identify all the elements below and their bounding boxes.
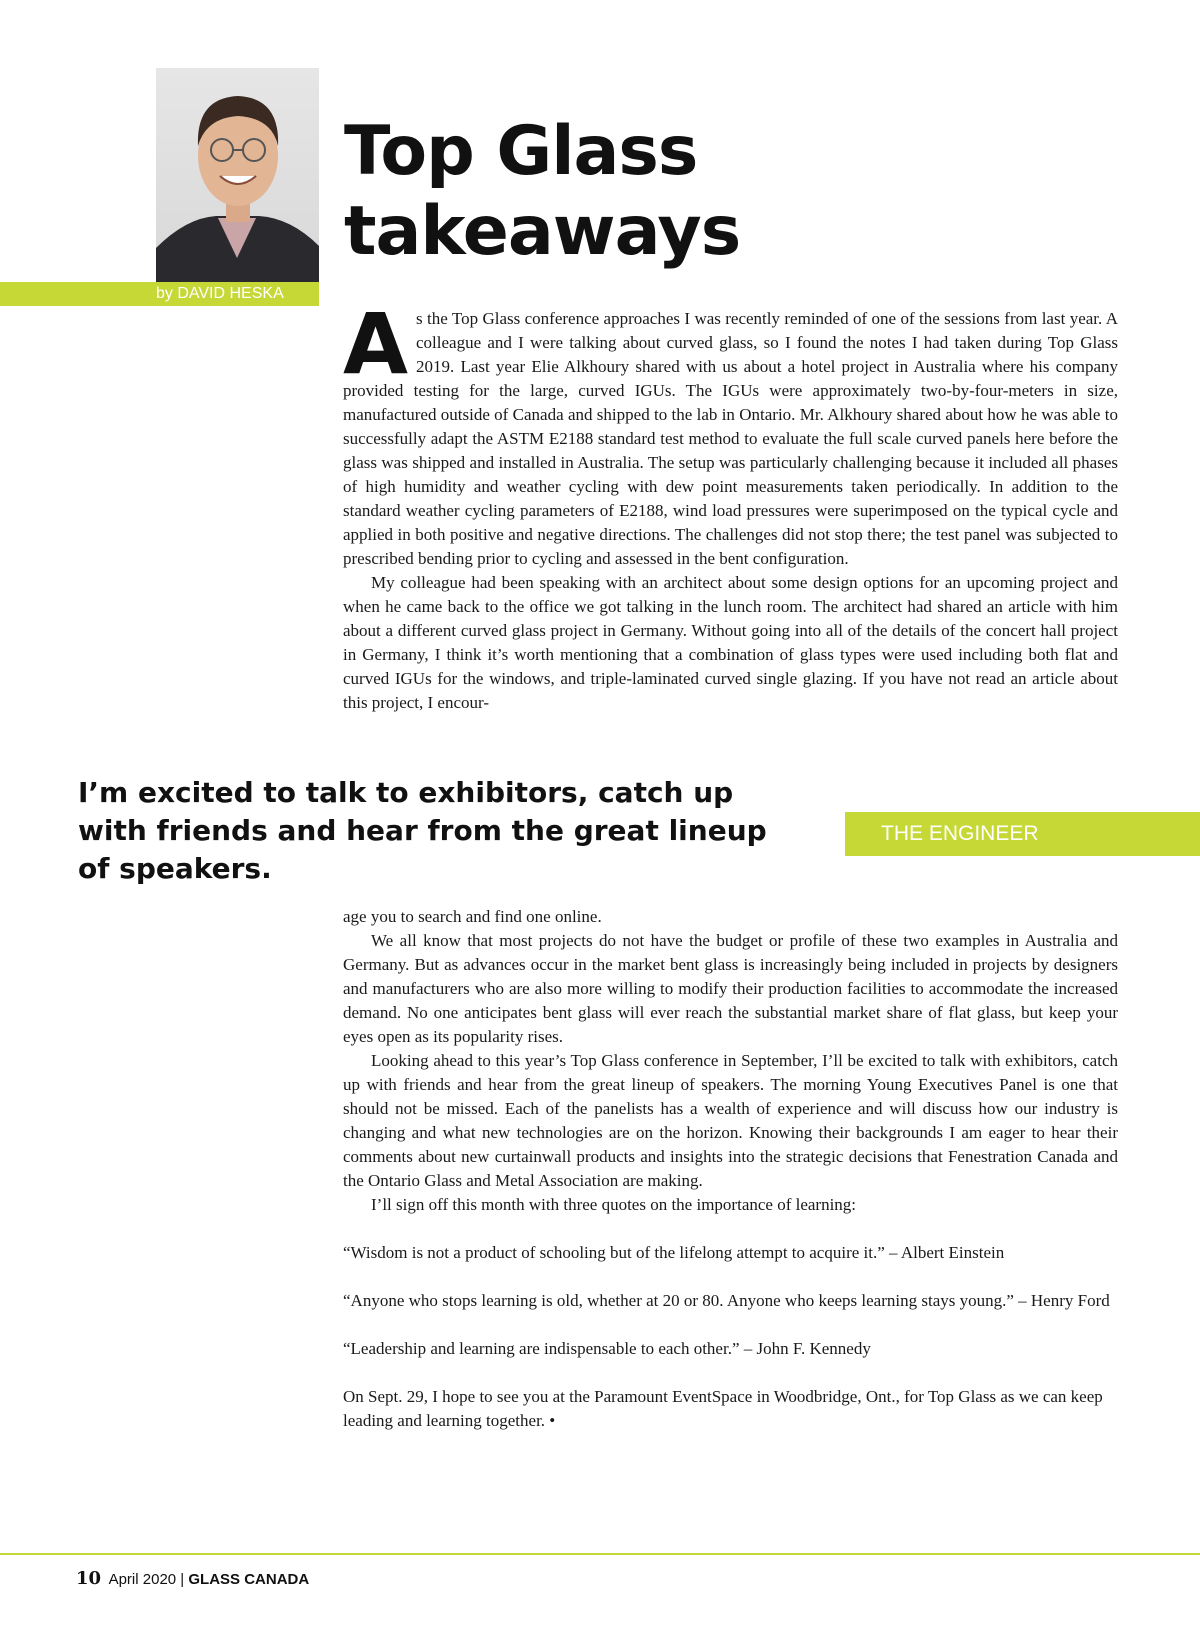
paragraph-2-continued: age you to search and find one online. [343, 907, 602, 926]
quote-ford: “Anyone who stops learning is old, whether at 20 or 80. Anyone who keeps learning stays young.” – Henry Ford [343, 1291, 1110, 1310]
quote-einstein: “Wisdom is not a product of schooling but of the lifelong attempt to acquire it.” – Albert Einstein [343, 1243, 1005, 1262]
page-footer [76, 1568, 309, 1589]
footer-separator: | [180, 1571, 185, 1588]
title-line-1: Top Glass [344, 112, 698, 191]
paragraph-4: Looking ahead to this year’s Top Glass conference in September, I’ll be excited to talk with exhibitors, catch up with friends and hear from the great lineup of speakers. The morning Young Executives Panel is one that should not be missed. Each of the panelists has a wealth of experience and will discuss how our industry is changing and what new technologies are on the horizon. Knowing their backgrounds I am eager to hear their comments about new curtainwall products and insights into the strategic decisions that Fenestration Canada and the Ontario Glass and Metal Association are making. [343, 1051, 1118, 1190]
article-title [344, 112, 844, 272]
magazine-name: GLASS CANADA [188, 1571, 310, 1588]
paragraph-3: We all know that most projects do not have the budget or profile of these two examples in Australia and Germany. But as advances occur in the market bent glass is increasingly being included in projects by designers and manufacturers who are also more willing to modify their production facilities to accommodate the increased demand. No one anticipates bent glass will ever reach the substantial market share of flat glass, but keep your eyes open as its popularity rises. [343, 931, 1118, 1046]
paragraph-2: My colleague had been speaking with an architect about some design options for an upcoming project and when he came back to the office we got talking in the lunch room. The architect had shared an article with him about a different curved glass project in Germany. Without going into all of the details of the concert hall project in Germany, I think it’s worth mentioning that a combination of glass types were used including both flat and curved IGUs for the windows, and triple-laminated curved single glazing. If you have not read an article about this project, I encour- [343, 573, 1118, 712]
author-portrait-icon [156, 68, 319, 282]
quote-kennedy: “Leadership and learning are indispensable to each other.” – John F. Kennedy [343, 1339, 871, 1358]
author-photo [156, 68, 319, 282]
section-tag: THE ENGINEER [845, 812, 1200, 856]
drop-cap: A [343, 295, 409, 393]
closing-paragraph: On Sept. 29, I hope to see you at the Paramount EventSpace in Woodbridge, Ont., for Top Glass as we can keep leading and learning together. • [343, 1387, 1103, 1430]
footer-rule [0, 1553, 1200, 1555]
page-number: 10 [76, 1568, 102, 1589]
paragraph-5: I’ll sign off this month with three quotes on the importance of learning: [371, 1195, 857, 1214]
pull-quote: I’m excited to talk to exhibitors, catch up with friends and hear from the great lineup of speakers. [78, 776, 767, 885]
article-body-top [343, 295, 1118, 715]
paragraph-1-text: s the Top Glass conference approaches I was recently reminded of one of the sessions from last year. A colleague and I were talking about curved glass, so I found the notes I had taken during Top Glass 2019. Last year Elie Alkhoury shared with us about a hotel project in Australia where his company provided testing for the large, curved IGUs. The IGUs were approximately two-by-four-meters in size, manufactured outside of Canada and shipped to the lab in Ontario. Mr. Alkhoury shared about how he was able to successfully adapt the ASTM E2188 standard test method to evaluate the full scale curved panels here before the glass was shipped and installed in Australia. The setup was particularly challenging because it included all phases of high humidity and weather cycling with dew point measurements taken periodically. In addition to the standard weather cycling parameters of E2188, wind load pressures were superimposed on the typical cycle and applied in both positive and negative directions. The challenges did not stop there; the test panel was subjected to prescribed bending prior to cycling and assessed in the bent configuration. [343, 309, 1118, 568]
article-body-bottom [343, 905, 1118, 1433]
title-line-2: takeaways [344, 192, 741, 271]
byline: by DAVID HESKA [156, 285, 284, 302]
paragraph-1 [343, 295, 1118, 571]
issue-date: April 2020 [108, 1571, 177, 1588]
